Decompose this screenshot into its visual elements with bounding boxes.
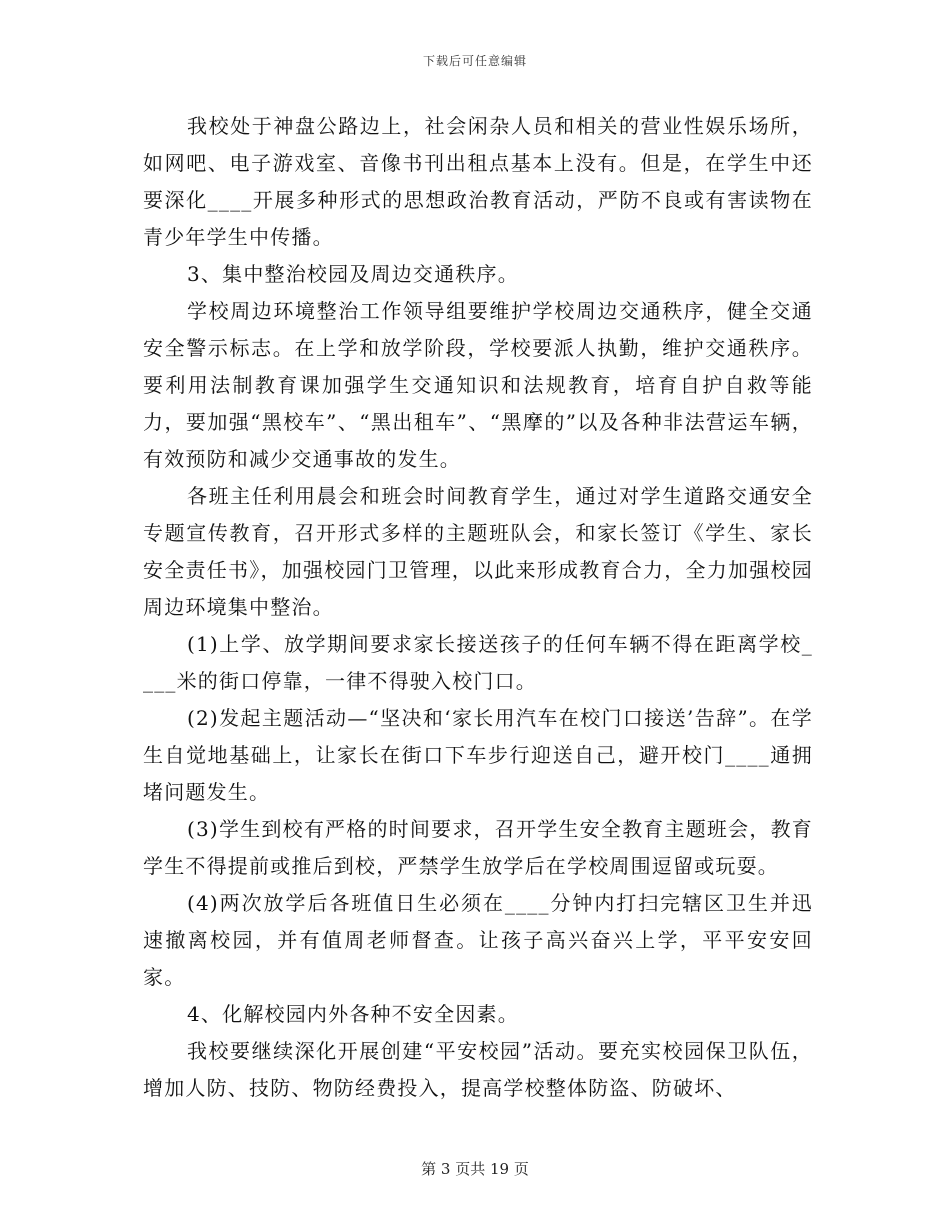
- section-heading-3: 3、集中整治校园及周边交通秩序。: [187, 262, 519, 286]
- document-body: [143, 108, 813, 1107]
- paragraph-3: 各班主任利用晨会和班会时间教育学生，通过对学生道路交通安全专题宣传教育，召开形式多样的主题班队会，和家长签订《学生、家长安全责任书》，加强校园门卫管理，以此来形成教育合力，全力加强校园周边环境集中整治。: [143, 484, 813, 619]
- page-header: 下载后可任意编辑: [422, 54, 527, 68]
- paragraph-4: 我校要继续深化开展创建“平安校园”活动。要充实校园保卫队伍，增加人防、技防、物防经费投入，提高学校整体防盗、防破坏、: [143, 1039, 813, 1100]
- paragraph-1: 我校处于神盘公路边上，社会闲杂人员和相关的营业性娱乐场所，如网吧、电子游戏室、音像书刊出租点基本上没有。但是，在学生中还要深化____开展多种形式的思想政治教育活动，严防不良或有害读物在青少年学生中传播。: [143, 114, 813, 249]
- section-heading-4: 4、化解校园内外各种不安全因素。: [187, 1002, 519, 1026]
- list-item-4: (4)两次放学后各班值日生必须在____分钟内打扫完辖区卫生并迅速撤离校园，并有值周老师督查。让孩子高兴奋兴上学，平平安安回家。: [143, 891, 813, 989]
- list-item-1: (1)上学、放学期间要求家长接送孩子的任何车辆不得在距离学校____米的街口停靠，一律不得驶入校门口。: [143, 632, 813, 693]
- list-item-3: (3)学生到校有严格的时间要求，召开学生安全教育主题班会，教育学生不得提前或推后到校，严禁学生放学后在学校周围逗留或玩耍。: [143, 817, 813, 878]
- list-item-2: (2)发起主题活动—“坚决和‘家长用汽车在校门口接送’告辞”。在学生自觉地基础上，让家长在街口下车步行迎送自己，避开校门____通拥堵问题发生。: [143, 706, 813, 804]
- page-footer: 第 3 页共 19 页: [421, 1160, 529, 1178]
- paragraph-2: 学校周边环境整治工作领导组要维护学校周边交通秩序，健全交通安全警示标志。在上学和放学阶段，学校要派人执勤，维护交通秩序。要利用法制教育课加强学生交通知识和法规教育，培育自护自救等能力，要加强“黑校车”、“黑出租车”、“黑摩的”以及各种非法营运车辆，有效预防和减少交通事故的发生。: [143, 299, 813, 471]
